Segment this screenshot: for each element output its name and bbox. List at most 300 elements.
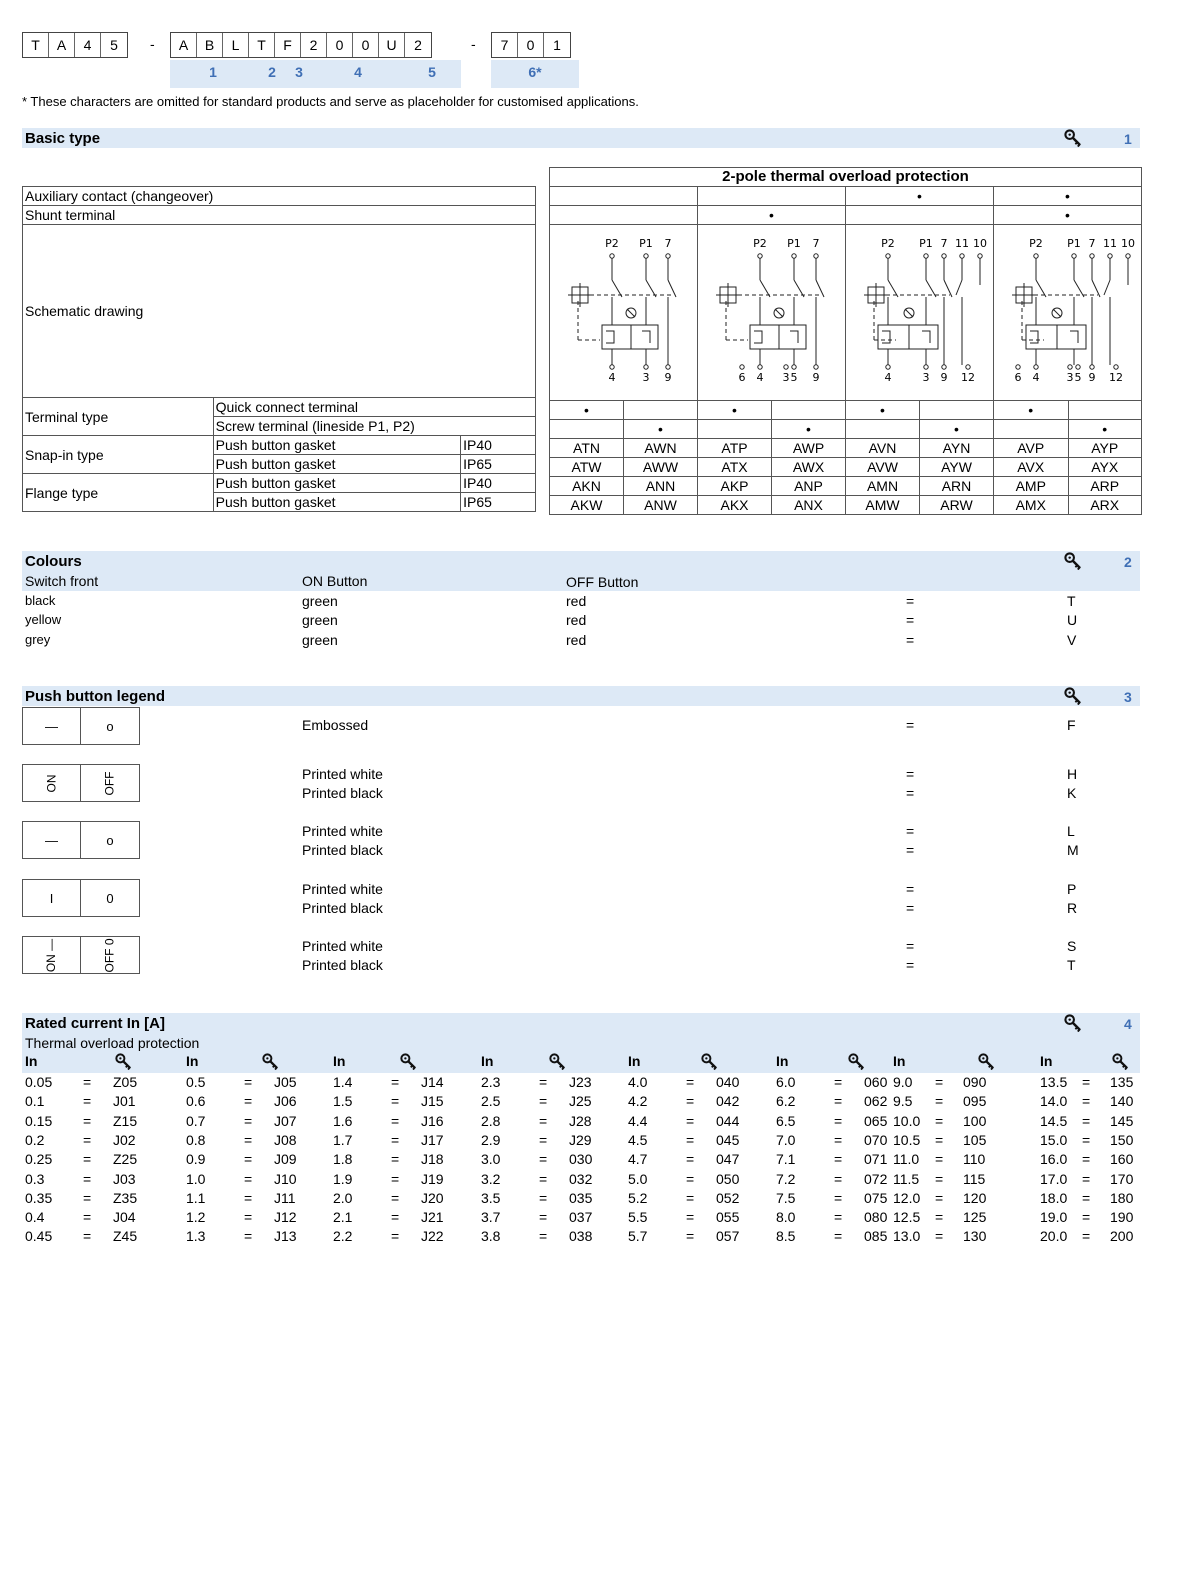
terminal-screw: Screw terminal (lineside P1, P2) bbox=[213, 417, 535, 436]
equals-sign: = bbox=[83, 1131, 92, 1148]
equals-sign: = bbox=[686, 1112, 695, 1129]
rated-current-value: 14.5 bbox=[1040, 1112, 1068, 1129]
equals-sign: = bbox=[83, 1112, 92, 1129]
rated-current-code: J03 bbox=[113, 1170, 136, 1187]
rated-current-code: 070 bbox=[864, 1131, 888, 1148]
rated-current-value: 3.7 bbox=[481, 1209, 501, 1226]
equals-sign: = bbox=[539, 1112, 548, 1129]
rated-current-value: 9.0 bbox=[893, 1074, 913, 1090]
code-character: 7 bbox=[492, 33, 518, 57]
legend-code: T bbox=[1067, 957, 1076, 974]
terminal-label: 9 bbox=[1088, 371, 1096, 384]
quick-dot: • bbox=[550, 401, 624, 420]
rated-current-value: 18.0 bbox=[1040, 1189, 1068, 1206]
terminal-label: P2 bbox=[753, 237, 767, 250]
rated-current-code: J22 bbox=[421, 1228, 444, 1245]
legend-off-text: OFF 0 bbox=[102, 937, 117, 973]
terminal-label: 6 bbox=[738, 371, 746, 384]
rated-current-code: J05 bbox=[274, 1074, 297, 1090]
key-icon bbox=[1112, 1053, 1129, 1070]
rated-current-code: J12 bbox=[274, 1209, 297, 1226]
key-icon bbox=[1064, 552, 1082, 570]
equals-sign: = bbox=[1082, 1093, 1091, 1110]
rated-current-value: 7.2 bbox=[776, 1170, 796, 1187]
equals-sign: = bbox=[834, 1074, 843, 1090]
rated-current-value: 3.2 bbox=[481, 1170, 501, 1187]
rated-current-code: J18 bbox=[421, 1151, 444, 1168]
terminal-label: 7 bbox=[940, 237, 948, 250]
rated-current-code: 090 bbox=[963, 1074, 987, 1090]
rated-current-value: 6.2 bbox=[776, 1093, 796, 1110]
equals-sign: = bbox=[834, 1228, 843, 1245]
equals-sign: = bbox=[1082, 1151, 1091, 1168]
legend-on-symbol bbox=[23, 880, 81, 916]
equals-sign: = bbox=[935, 1170, 944, 1187]
rated-current-code: 085 bbox=[864, 1228, 888, 1245]
terminal-label: 4 bbox=[608, 371, 616, 384]
rated-current-code: J19 bbox=[421, 1170, 444, 1187]
rated-current-code: 115 bbox=[963, 1170, 986, 1187]
schematic-cell-4 bbox=[994, 225, 1142, 401]
variant-code: ANX bbox=[772, 496, 846, 515]
legend-on-symbol bbox=[23, 822, 81, 858]
legend-code: F bbox=[1067, 717, 1076, 733]
equals-sign: = bbox=[539, 1228, 548, 1245]
equals-sign: = bbox=[83, 1151, 92, 1168]
rated-current-code: 190 bbox=[1110, 1209, 1134, 1226]
rated-current-code: 180 bbox=[1110, 1189, 1134, 1206]
equals-sign: = bbox=[906, 842, 915, 859]
equals-sign: = bbox=[391, 1093, 400, 1110]
rated-current-code: Z35 bbox=[113, 1189, 138, 1206]
equals-sign: = bbox=[834, 1112, 843, 1129]
row-label-schematic: Schematic drawing bbox=[23, 225, 536, 398]
variant-code: ARP bbox=[1068, 477, 1142, 496]
code-character: B bbox=[197, 33, 223, 57]
equals-sign: = bbox=[686, 1189, 695, 1206]
rated-current-value: 2.3 bbox=[481, 1074, 501, 1090]
equals-sign: = bbox=[1082, 1112, 1091, 1129]
variant-code: AYW bbox=[920, 458, 994, 477]
terminal-label: P1 bbox=[639, 237, 653, 250]
legend-description: Printed white bbox=[302, 766, 383, 782]
rated-current-code: 170 bbox=[1110, 1170, 1134, 1187]
position-number: 3 bbox=[295, 64, 303, 80]
section-number: 4 bbox=[1124, 1016, 1132, 1032]
rated-current-code: 042 bbox=[716, 1093, 740, 1110]
rated-current-value: 0.8 bbox=[186, 1131, 206, 1148]
code-character: T bbox=[23, 33, 49, 57]
rated-current-value: 3.8 bbox=[481, 1228, 501, 1245]
variant-code: AMX bbox=[994, 496, 1069, 515]
legend-on-symbol bbox=[23, 765, 81, 801]
rated-current-value: 1.6 bbox=[333, 1112, 353, 1129]
terminal-label: 4 bbox=[756, 371, 764, 384]
rated-current-value: 0.6 bbox=[186, 1093, 206, 1110]
rated-current-code: 150 bbox=[1110, 1131, 1134, 1148]
key-icon bbox=[848, 1053, 865, 1070]
equals-sign: = bbox=[906, 957, 915, 974]
key-icon bbox=[978, 1053, 995, 1070]
equals-sign: = bbox=[686, 1170, 695, 1187]
basic-type-right-table bbox=[549, 167, 1142, 515]
rated-current-value: 4.2 bbox=[628, 1093, 648, 1110]
equals-sign: = bbox=[244, 1170, 253, 1187]
terminal-quick: Quick connect terminal bbox=[213, 398, 535, 417]
rated-current-code: J15 bbox=[421, 1093, 444, 1110]
row-label-terminal-type: Terminal type bbox=[23, 398, 214, 436]
rated-current-value: 5.7 bbox=[628, 1228, 648, 1245]
rated-current-value: 0.9 bbox=[186, 1151, 206, 1168]
code-group-3 bbox=[491, 32, 571, 58]
legend-description: Printed black bbox=[302, 842, 383, 859]
schematic-cell-1 bbox=[550, 225, 698, 401]
terminal-label: P2 bbox=[1029, 237, 1043, 250]
gasket-label: Push button gasket bbox=[213, 493, 460, 512]
rated-current-code: 044 bbox=[716, 1112, 740, 1129]
code-separator: - bbox=[150, 36, 155, 52]
section-number: 1 bbox=[1124, 131, 1132, 147]
terminal-label: 4 bbox=[1032, 371, 1040, 384]
colours-header-off: OFF Button bbox=[566, 574, 639, 590]
section-title-basic-type: Basic type bbox=[25, 130, 101, 147]
rated-current-code: 075 bbox=[864, 1189, 888, 1206]
aux-dot: • bbox=[846, 187, 994, 206]
rated-current-code: J25 bbox=[569, 1093, 592, 1110]
legend-off-text: o bbox=[106, 718, 114, 734]
position-number: 4 bbox=[354, 64, 362, 80]
rated-in-header: In bbox=[1040, 1053, 1053, 1069]
terminal-label: 9 bbox=[664, 371, 672, 384]
screw-dot: • bbox=[624, 420, 698, 439]
legend-on-text: I bbox=[49, 890, 54, 906]
rated-current-code: J06 bbox=[274, 1093, 297, 1110]
rated-current-code: Z45 bbox=[113, 1228, 138, 1245]
rated-in-header: In bbox=[776, 1053, 789, 1069]
code-character: 1 bbox=[553, 37, 561, 53]
quick-dot: • bbox=[698, 401, 772, 420]
rated-current-code: 110 bbox=[963, 1151, 986, 1168]
rated-current-value: 6.0 bbox=[776, 1074, 796, 1090]
code-character: L bbox=[223, 33, 249, 57]
colour-on: green bbox=[302, 631, 338, 648]
rated-current-code: 065 bbox=[864, 1112, 888, 1129]
terminal-label: 3 bbox=[642, 371, 650, 384]
variant-code: ANN bbox=[624, 477, 698, 496]
legend-description: Printed black bbox=[302, 785, 383, 802]
equals-sign: = bbox=[935, 1209, 944, 1226]
equals-sign: = bbox=[906, 612, 915, 629]
rated-current-code: 105 bbox=[963, 1131, 987, 1148]
rated-current-value: 0.1 bbox=[25, 1093, 45, 1110]
variant-code: AWX bbox=[772, 458, 846, 477]
rated-current-value: 4.7 bbox=[628, 1151, 648, 1168]
variant-code: AYN bbox=[920, 439, 994, 458]
equals-sign: = bbox=[686, 1131, 695, 1148]
rated-current-value: 0.2 bbox=[25, 1131, 45, 1148]
equals-sign: = bbox=[83, 1074, 92, 1090]
legend-off-text: OFF bbox=[102, 771, 117, 795]
variant-code: ATW bbox=[550, 458, 624, 477]
rated-current-value: 13.5 bbox=[1040, 1074, 1068, 1090]
rated-current-value: 2.5 bbox=[481, 1093, 501, 1110]
rated-current-value: 10.0 bbox=[893, 1112, 921, 1129]
code-character: A bbox=[171, 33, 197, 57]
ip-label: IP65 bbox=[461, 493, 536, 512]
colour-off: red bbox=[566, 593, 587, 609]
equals-sign: = bbox=[935, 1228, 944, 1245]
equals-sign: = bbox=[686, 1093, 695, 1110]
position-number: 6* bbox=[528, 64, 542, 80]
rated-current-code: 140 bbox=[1110, 1093, 1134, 1110]
rated-current-value: 7.5 bbox=[776, 1189, 796, 1206]
legend-on-text: — bbox=[45, 718, 58, 734]
colour-off: red bbox=[566, 612, 587, 629]
rated-current-value: 0.35 bbox=[25, 1189, 53, 1206]
code-character: 4 bbox=[75, 33, 101, 57]
legend-code: P bbox=[1067, 881, 1077, 897]
gasket-label: Push button gasket bbox=[213, 474, 460, 493]
ip-label: IP40 bbox=[461, 474, 536, 493]
rated-current-code: 071 bbox=[864, 1151, 888, 1168]
push-button-legend-symbol bbox=[22, 764, 140, 802]
push-button-legend-symbol bbox=[22, 879, 140, 917]
rated-current-code: 060 bbox=[864, 1074, 888, 1090]
legend-off-symbol bbox=[81, 880, 139, 916]
legend-code: H bbox=[1067, 766, 1078, 782]
rated-current-value: 2.8 bbox=[481, 1112, 501, 1129]
legend-description: Printed white bbox=[302, 823, 383, 839]
equals-sign: = bbox=[834, 1189, 843, 1206]
gasket-label: Push button gasket bbox=[213, 455, 460, 474]
rated-current-value: 4.4 bbox=[628, 1112, 648, 1129]
rated-current-value: 1.5 bbox=[333, 1093, 353, 1110]
code-character: 0 bbox=[353, 33, 379, 57]
terminal-label: 3 bbox=[782, 371, 790, 384]
equals-sign: = bbox=[83, 1093, 92, 1110]
rated-current-code: J07 bbox=[274, 1112, 297, 1129]
legend-code: R bbox=[1067, 900, 1078, 917]
rated-current-value: 0.5 bbox=[186, 1074, 206, 1090]
rated-current-code: J02 bbox=[113, 1131, 136, 1148]
rated-current-code: J01 bbox=[113, 1093, 136, 1110]
colour-front: grey bbox=[25, 631, 51, 647]
terminal-label: 6 bbox=[1014, 371, 1022, 384]
variant-code: AVP bbox=[994, 439, 1069, 458]
gasket-label: Push button gasket bbox=[213, 436, 460, 455]
colour-off: red bbox=[566, 631, 587, 648]
section-title-legend: Push button legend bbox=[25, 688, 165, 705]
colour-code: V bbox=[1067, 631, 1077, 648]
colour-on: green bbox=[302, 612, 338, 629]
rated-current-code: 145 bbox=[1110, 1112, 1134, 1129]
equals-sign: = bbox=[539, 1151, 548, 1168]
rated-current-code: 045 bbox=[716, 1131, 740, 1148]
rated-current-value: 20.0 bbox=[1040, 1228, 1068, 1245]
rated-current-value: 17.0 bbox=[1040, 1170, 1068, 1187]
equals-sign: = bbox=[906, 823, 915, 839]
equals-sign: = bbox=[83, 1170, 92, 1187]
equals-sign: = bbox=[686, 1151, 695, 1168]
legend-off-symbol bbox=[81, 708, 139, 744]
quick-dot: • bbox=[846, 401, 920, 420]
legend-off-text: o bbox=[106, 832, 114, 848]
shunt-dot: • bbox=[698, 206, 846, 225]
rated-current-value: 12.0 bbox=[893, 1189, 921, 1206]
equals-sign: = bbox=[686, 1074, 695, 1090]
rated-current-code: J14 bbox=[421, 1074, 444, 1090]
code-character: A bbox=[49, 33, 75, 57]
equals-sign: = bbox=[834, 1151, 843, 1168]
equals-sign: = bbox=[1082, 1228, 1091, 1245]
legend-description: Printed black bbox=[302, 900, 383, 917]
equals-sign: = bbox=[834, 1093, 843, 1110]
equals-sign: = bbox=[539, 1074, 548, 1090]
rated-current-code: 055 bbox=[716, 1209, 740, 1226]
rated-current-code: 047 bbox=[716, 1151, 740, 1168]
equals-sign: = bbox=[391, 1131, 400, 1148]
code-character: U bbox=[379, 33, 405, 57]
key-icon bbox=[1064, 687, 1082, 705]
rated-current-code: Z15 bbox=[113, 1112, 138, 1129]
variant-code: AKX bbox=[698, 496, 772, 515]
rated-current-code: 120 bbox=[963, 1189, 987, 1206]
rated-in-header: In bbox=[25, 1053, 38, 1069]
rated-current-code: 062 bbox=[864, 1093, 888, 1110]
equals-sign: = bbox=[244, 1112, 253, 1129]
rated-in-header: In bbox=[628, 1053, 641, 1069]
rated-current-value: 5.2 bbox=[628, 1189, 648, 1206]
variant-code: AMP bbox=[994, 477, 1069, 496]
equals-sign: = bbox=[1082, 1189, 1091, 1206]
section-number: 3 bbox=[1124, 689, 1132, 705]
position-number: 1 bbox=[209, 64, 217, 80]
legend-description: Embossed bbox=[302, 717, 369, 733]
rated-current-code: J08 bbox=[274, 1131, 297, 1148]
legend-off-symbol bbox=[81, 937, 139, 973]
rated-current-code: J09 bbox=[274, 1151, 297, 1168]
rated-current-value: 1.0 bbox=[186, 1170, 206, 1187]
equals-sign: = bbox=[834, 1131, 843, 1148]
ip-label: IP40 bbox=[461, 436, 536, 455]
terminal-label: 11 bbox=[1103, 237, 1117, 250]
aux-dot: • bbox=[994, 187, 1142, 206]
rated-current-code: 135 bbox=[1110, 1074, 1134, 1090]
equals-sign: = bbox=[391, 1074, 400, 1090]
shunt-dot: • bbox=[994, 206, 1142, 225]
variant-code: AVW bbox=[846, 458, 920, 477]
ip-label: IP65 bbox=[461, 455, 536, 474]
equals-sign: = bbox=[906, 938, 915, 954]
rated-current-code: 080 bbox=[864, 1209, 888, 1226]
rated-subtitle: Thermal overload protection bbox=[25, 1035, 200, 1051]
equals-sign: = bbox=[834, 1170, 843, 1187]
variant-code: AVX bbox=[994, 458, 1069, 477]
code-group-2 bbox=[170, 32, 432, 58]
terminal-label: 4 bbox=[884, 371, 892, 384]
rated-current-value: 2.9 bbox=[481, 1131, 501, 1148]
rated-in-header: In bbox=[481, 1053, 494, 1069]
equals-sign: = bbox=[244, 1131, 253, 1148]
rated-current-value: 1.1 bbox=[186, 1189, 206, 1206]
section-number: 2 bbox=[1124, 554, 1132, 570]
rated-current-value: 1.4 bbox=[333, 1074, 353, 1090]
rated-current-code: 125 bbox=[963, 1209, 987, 1226]
equals-sign: = bbox=[391, 1228, 400, 1245]
variant-code: AKN bbox=[550, 477, 624, 496]
rated-current-value: 1.7 bbox=[333, 1131, 353, 1148]
equals-sign: = bbox=[1082, 1074, 1091, 1090]
rated-current-code: 037 bbox=[569, 1209, 593, 1226]
legend-off-text: 0 bbox=[106, 890, 114, 906]
schematic-cell-3 bbox=[846, 225, 994, 401]
colour-front: yellow bbox=[25, 612, 62, 628]
rated-current-value: 1.2 bbox=[186, 1209, 206, 1226]
equals-sign: = bbox=[906, 900, 915, 917]
colours-header-front: Switch front bbox=[25, 573, 99, 589]
code-group-1 bbox=[22, 32, 128, 58]
push-button-legend-symbol bbox=[22, 707, 140, 745]
rated-current-value: 12.5 bbox=[893, 1209, 921, 1226]
rated-current-value: 6.5 bbox=[776, 1112, 796, 1129]
equals-sign: = bbox=[906, 766, 915, 782]
footnote: * These characters are omitted for standard products and serve as placeholder for customised applications. bbox=[22, 94, 639, 109]
terminal-label: 7 bbox=[1088, 237, 1096, 250]
section-bar-basic-type bbox=[22, 128, 1140, 148]
rated-current-value: 9.5 bbox=[893, 1093, 913, 1110]
legend-off-symbol bbox=[81, 765, 139, 801]
variant-code: AKP bbox=[698, 477, 772, 496]
rated-current-code: 052 bbox=[716, 1189, 740, 1206]
rated-current-code: J17 bbox=[421, 1131, 444, 1148]
equals-sign: = bbox=[1082, 1131, 1091, 1148]
code-character: 0 bbox=[327, 33, 353, 57]
schematic-drawing bbox=[994, 225, 1141, 396]
row-label-flange: Flange type bbox=[23, 474, 214, 512]
equals-sign: = bbox=[244, 1228, 253, 1245]
rated-current-value: 1.3 bbox=[186, 1228, 206, 1245]
equals-sign: = bbox=[539, 1131, 548, 1148]
rated-current-value: 7.0 bbox=[776, 1131, 796, 1148]
equals-sign: = bbox=[1082, 1209, 1091, 1226]
rated-current-code: J29 bbox=[569, 1131, 592, 1148]
push-button-legend-symbol bbox=[22, 936, 140, 974]
variant-code: AWW bbox=[624, 458, 698, 477]
terminal-label: 11 bbox=[955, 237, 969, 250]
equals-sign: = bbox=[539, 1093, 548, 1110]
rated-current-value: 19.0 bbox=[1040, 1209, 1068, 1226]
section-bar-legend bbox=[22, 686, 1140, 706]
variant-code: AMW bbox=[846, 496, 920, 515]
rated-current-value: 2.2 bbox=[333, 1228, 353, 1245]
rated-current-value: 5.0 bbox=[628, 1170, 648, 1187]
rated-current-value: 11.0 bbox=[893, 1151, 920, 1168]
rated-current-value: 0.05 bbox=[25, 1074, 53, 1090]
variant-code: AVN bbox=[846, 439, 920, 458]
header-thermal-protection: 2-pole thermal overload protection bbox=[550, 168, 1142, 187]
equals-sign: = bbox=[539, 1189, 548, 1206]
equals-sign: = bbox=[1082, 1170, 1091, 1187]
rated-current-value: 2.0 bbox=[333, 1189, 353, 1206]
rated-current-code: J28 bbox=[569, 1112, 592, 1129]
code-character: F bbox=[275, 33, 301, 57]
rated-current-code: J16 bbox=[421, 1112, 444, 1129]
terminal-label: 7 bbox=[812, 237, 820, 250]
legend-description: Printed black bbox=[302, 957, 383, 974]
rated-current-code: J13 bbox=[274, 1228, 297, 1245]
variant-code: AWN bbox=[624, 439, 698, 458]
legend-on-text: ON bbox=[44, 774, 58, 792]
